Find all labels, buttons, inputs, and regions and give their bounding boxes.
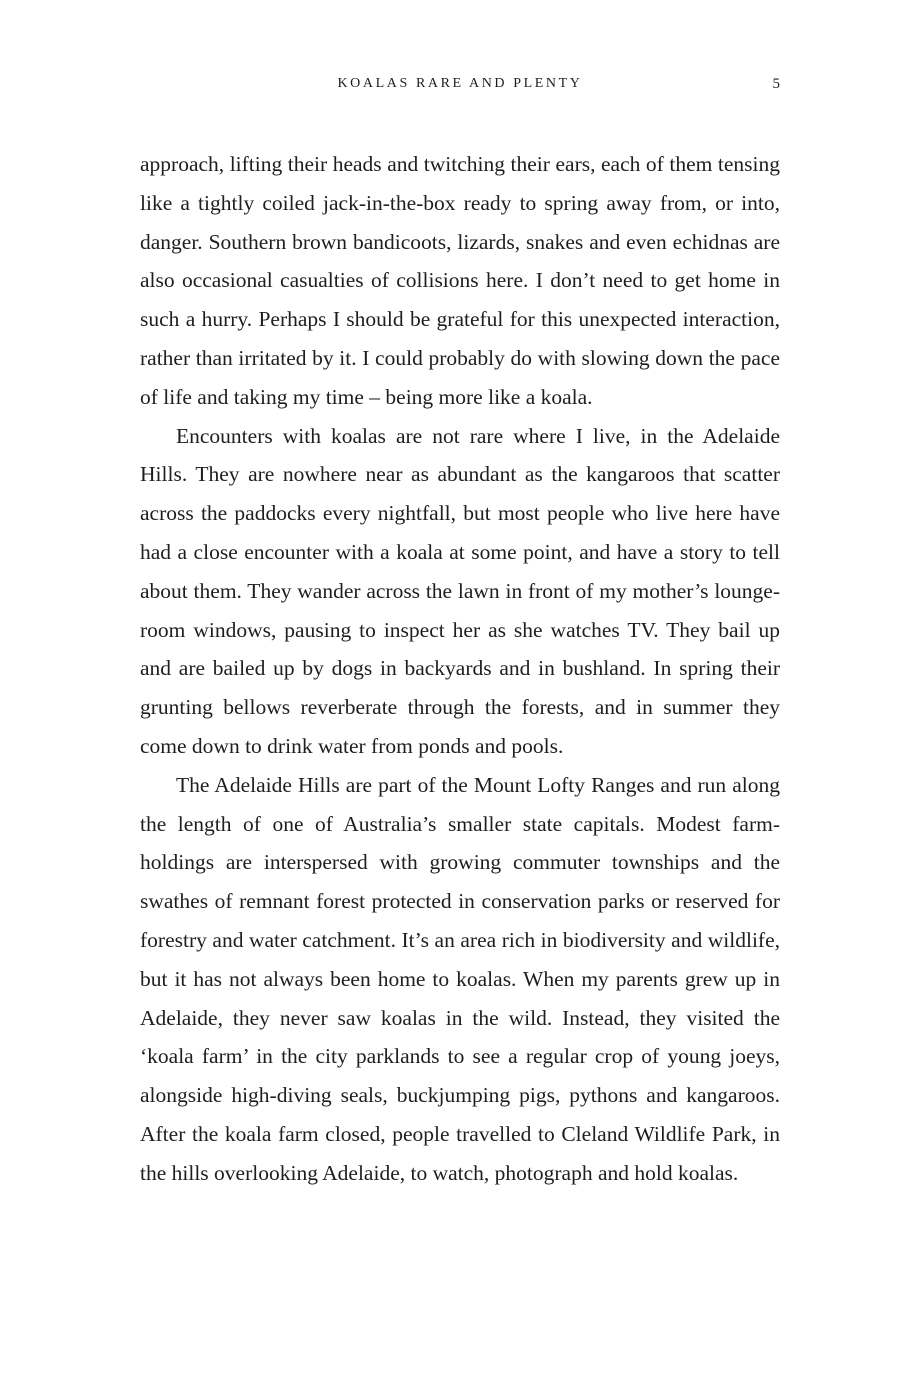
paragraph-3: The Adelaide Hills are part of the Mount Lofty Ranges and run along the length of one of Australia’s smaller state capitals. Modest farm-holdings are interspersed with growing commuter townships and the swathes of remnant forest protected in conservation parks or reserved for forestry and water catchment. It’s an area rich in biodiversity and wildlife, but it has not always been home to koalas. When my parents grew up in Adelaide, they never saw koalas in the wild. Instead, they visited the ‘koala farm’ in the city parklands to see a regular crop of young joeys, alongside high-diving seals, buckjumping pigs, pythons and kangaroos. After the koala farm closed, people travelled to Cleland Wildlife Park, in the hills overlooking Adelaide, to watch, photograph and hold koalas. bbox=[140, 772, 780, 1185]
body-text bbox=[140, 145, 780, 1193]
running-head bbox=[140, 74, 780, 94]
paragraph-2: Encounters with koalas are not rare where I live, in the Adelaide Hills. They are nowhere near as abundant as the kangaroos that scatter across the paddocks every nightfall, but most people who live here have had a close encounter with a koala at some point, and have a story to tell about them. They wander across the lawn in front of my mother’s lounge-room windows, pausing to inspect her as she watches TV. They bail up and are bailed up by dogs in backyards and in bushland. In spring their grunting bellows reverberate through the forests, and in summer they come down to drink water from ponds and pools. bbox=[140, 423, 780, 758]
running-title: KOALAS RARE AND PLENTY bbox=[337, 76, 583, 91]
paragraph-1: approach, lifting their heads and twitching their ears, each of them tensing like a tightly coiled jack-in-the-box ready to spring away from, or into, danger. Southern brown bandicoots, lizards, snakes and even echidnas are also occasional casualties of collisions here. I don’t need to get home in such a hurry. Perhaps I should be grateful for this unexpected interaction, rather than irritated by it. I could probably do with slowing down the pace of life and taking my time – being more like a koala. bbox=[140, 152, 780, 409]
page-number: 5 bbox=[772, 76, 780, 92]
